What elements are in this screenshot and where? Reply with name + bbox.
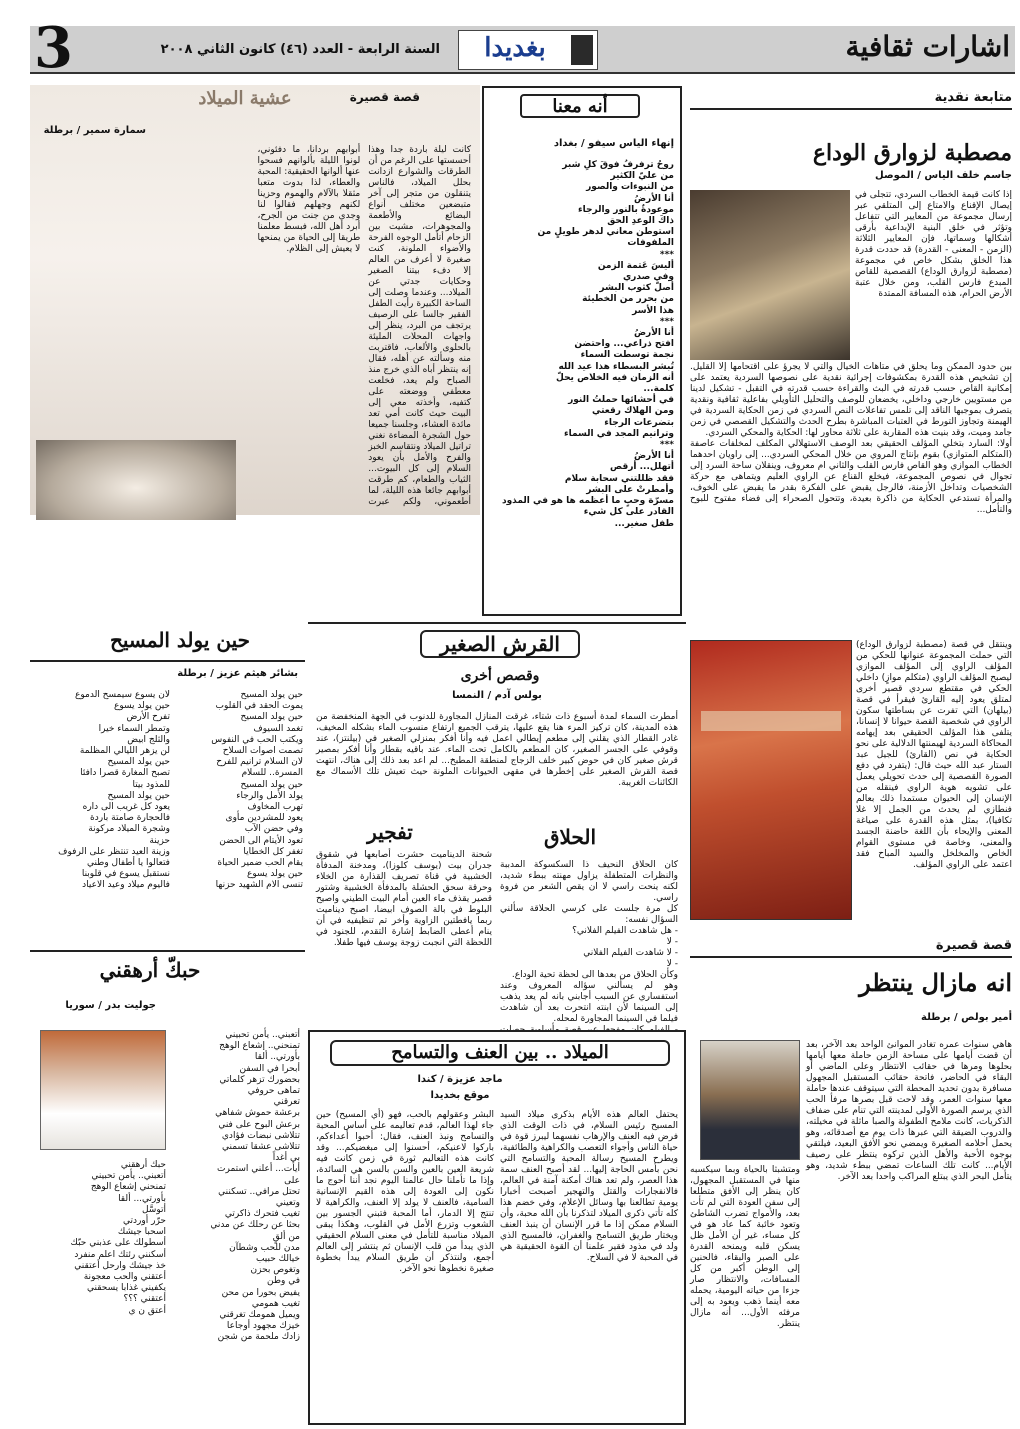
book-cover-title (701, 711, 841, 731)
evening-kicker: قصة قصيرة (349, 90, 420, 104)
story-kicker: قصة قصيرة (935, 938, 1012, 953)
evening-body: كانت ليلة باردة جدا وهذا أحسستها على الرغم من أن الطرقات والشوارع ازدانت بحلل الميلاد، فالناس يتنقلون من متجر إلى آخر متبضعين مختلف أنواع البضائع والأطعمة والمجوهرات، مشيت بين الزحام أتأمل الوجوه الفرحة والأضواء الملونة، كنت صغيرة لا أعرف من العالم إلا دفء بيتنا الصغير وحكايات جدتي عن الميلاد... وعندما وصلت إلى الساحة الكبيرة رأيت الطفل الفقير جالسا على الرصيف يرتجف من البرد، ينظر إلى واجهات المحلات المليئة بالحلوى والألعاب، فاقتربت منه وسألته عن أهله، فقال إنه ينتظر أباه الذي خرج منذ الصباح ولم يعد، فخلعت معطفي ووضعته على كتفيه، وأخذته معي إلى البيت حيث كانت أمي تعد مائدة العشاء، وجلسنا جميعا حول الشجرة المضاءة نغني تراتيل الميلاد ونتقاسم الخبز والفرح والأمل بأن يعود السلام إلى كل البيوت... الثياب والطعام، كم طرقت أبوابهم جائعا هذه الليلة، لما أطعموني، ولكم عبرت أبوابهم بردانا، ما دفئوني، لونوا الليلة بألوانهم فسحوا عنها ألوانها الحقيقية: المحبة والعطاء، لذا بدوت متعبا مثقلا بالآلام والهموم وحزينا لكنهم وجهلهم فقالوا لنا وجدي من جنت من الجرح، أبرد أهل الله، فبسط معلمنا طريقا إلى الحياة من يمنحها لا يعيش إلى الظلام. (257, 145, 471, 507)
logo-emblem (571, 35, 593, 65)
divider (690, 108, 1012, 110)
divider (30, 660, 305, 662)
critique-body-intro: إذا كانت قيمة الخطاب السردي، تتجلى في إيصال الإقناع والامتاع إلى المتلقي عبر إرسال مجموعة من المعايير التي تتفاعل وتؤثر في خلق البنية الإبداعية بأرقى أشكالها وسماتها، فإن المعايير الثلاثة (الزمن - المعنى - القدرة) قد حددت قدرة هذا الخلق بشكل خاص في مجموعة (مصطبة لزوارق الوداع) القصصية للقاص المبدع فارس القلب، ومن خلال عتبة الأرض الحرام، هذه المسافة الممتدة (855, 190, 1012, 299)
issue-info: السنة الرابعة - العدد (٤٦) كانون الثاني ٢٠٠٨ (160, 42, 440, 57)
evening-title: عشية الميلاد (198, 88, 292, 109)
love-col-right: أتعبني.. يأمن تحبيني تمنحني.. إشعاع الوهج بأورتي.. ألقا أبحرا في السفن بحضورك تزهر كلماتي تماهى حروفي تعرقني برعشة حموش شفاهي برعش البوح على فني تتلاشى نبضات فؤادي تتلاشى عشقا تسمني بي أغداً أيأت... أعلني استمرت على تحتل مرافي.. تسكنني وتعيني تغيب فتحرك ذاكرتي بحثا عن رحلك عن مدني من ألقٍ مدن للحب وشطآن خيالك حبيب وتغوص بحزن في وطن يفيض بحورا من محن تغيب همومي ويميل همومك تغرقني خيزك مجهود أوجاعا زادك ملحمة من شجن (210, 1030, 300, 1343)
tolerance-site: موقع بخديدا (430, 1090, 490, 1101)
section-title: اشارات ثقافية (845, 30, 1010, 63)
barber-body: كان الحلاق النحيف ذا السكسوكة المدببة والنظرات المتطفلة يزاول مهنته ببطء شديد، لكنه ينحت راسي لا ان يقص الشعر من فروة راسي. كل مرة جلست على كرسي الحلاقة سألني السؤال نفسه: - هل شاهدت الفيلم الفلاني؟ - لا - لا شاهدت الفيلم الفلاني - لا وكأن الحلاق من بعدها الى لحظة تحية الوداع. وهو لم يسألني سؤاله المعروف وعند استفساري عن السبب أجابني بانه لم يعد يذهب إلى السينما لأن ابنته انتحرت بعد أن شاهدت فيلما في السينما المجاورة لمحله. (500, 860, 678, 1024)
christ-born-author: بشائر هيثم عزيز / برطلة (177, 668, 298, 679)
christ-born-title: حين يولد المسيح (109, 628, 251, 652)
christ-born-col-left: لان يسوع سيمسح الدموع حين يولد يسوع تفرح الأرض وتمطر السماء خيرا والثلج ابيض لن يزهر الليالي المظلمة حين يولد المسيح تصبح المغارة قصرا دافئا للمذود بيتا حين يولد المسيح يعود كل غريب الى داره فالحجارة صامتة باردة وشجرة الميلاد مركونة حزينة وزينة العيد تنتظر على الرفوف فتعالوا يا أطفال وطني نستقبل يسوع في قلوبنا فاليوم ميلاد وعيد الاعياد (58, 690, 170, 891)
love-title: حبكّ أرهقني (99, 958, 201, 982)
tolerance-title: الميلاد .. بين العنف والتسامح (330, 1040, 670, 1066)
author-photo (700, 1040, 800, 1160)
critique-author: جاسم خلف الياس / الموصل (875, 170, 1012, 181)
poem-author: إنهاء الياس سيفو / بغداد (553, 138, 674, 149)
story-author: أمير بولص / برطلة (921, 1012, 1012, 1023)
explosion-title: تفجير (367, 820, 413, 844)
story-body-right: هاهي سنوات عمره تغادر الموانئ الواحد بعد الآخر، بعد أن قضت أيامها على مساحة الزمن حاملة معها أيامها بحلوها ومرها في حقائب الانتظار وعلى الماضي أو البقاء في الحاضر، فاتحة حقائب المستقبل المجهول مسافرة بدون تحديد المحطة التي سيتوقف عندها حاملة معها سنوات العمر، وقد لاحت قبل بصرها مرفأ الحب الذي يرسم الصورة الأولى لمدينته التي تنام على ضفاف الذكريات، كانت ملامح الطفولة والصبا ماثلة في مخيلته، والدروب الضيقة التي عبرها ذات يوم مع أصدقائه، وهو يحمل أحلامه الصغيرة ويمضي نحو الأفق البعيد، فيلتقي بوجوه الأحبة والأهل الذين تركوه ينتظر على رصيف الأيام... كانت تلك الساعات تمضي ببطء شديد، وهو يتأمل البحر الذي يبتلع المراكب واحدا بعد الآخر. (806, 1040, 1012, 1182)
logo-text: بغديدا (484, 33, 546, 63)
critique-title: مصطبة لزوارق الوداع (812, 140, 1012, 166)
christ-born-col-right: حين يولد المسيح يموت الحقد في القلوب حين يولد المسيح تغمد السيوف ويكتب الحب في النفوس تصمت اصوات السلاح لان السلام ترانيم للفرح المسرة.. للسلام حين يولد المسيح يولد الأمل والرجاء تهرب المخاوف يعود للمشردين مأوى وفي حضن الآب تعود الأيتام الى الحضن تغفر كل الخطايا يقام الحب ضمير الحياة حين يولد يسوع تنسى الام الشهيد حزنها (211, 690, 303, 891)
shark-subtitle: وقصص أخرى (460, 668, 540, 684)
poem-body: روحُ ترفرفُ فوقَ كلِ شبر من عليّ الكثير من النبوءات والصور أنا الأرضُ موعودةٌ بالنور والرجاء ذاكَ الوعدِ الحق استوطن معاني لدهر طويلٍ من الملفوفات *** أليسَ عَتمة الزمن وفي صدري أصلّ كثوب البشر من بحرر من الخطيئة هذا الأسر *** أنا الأرضُ افتح ذراعي... واحتضن نجمة توسطت السماء تُبشر البسطاء هذا عيد الله أنه الزمان فيه الخلاص يحلّ كلمة... في أحشائها حملتُ النور ومن الهلاك رقعتي بتضرعات الرجاء وترانيم المجد في السماء *** أنا الأرضُ أتهلل... أرقص فقد ظللتني سحابة سلام وأمطرتْ على البشر مسرّة وحبٍ ما أعظمه ها هو في المذود القادر على كل شيء طفل صغير... (501, 160, 674, 529)
tolerance-author: ماجد عزيزة / كندا (417, 1074, 503, 1085)
critique-body-end: وينتقل في قصة (مصطبة لزوارق الوداع) التي حملت المجموعة عنوانها للحكي من المؤلف الراوي إلى المؤلف الموازي ليصبح المؤلف الراوي (متكلم موازٍ) داخلي الحكي في مقتطع سردي قصير أخرى لمتلق يعود إليه القارئ فيقرأ في قصة (بيلهان) التي تفرت عن بساطتها سكون الراوي في شخصية القصة حيوانا لا إنسانا، يتلفى هذا المؤلف الحقيقي بعد إيهامه المحاكاة السردية لهيمنتها الدلالية على نحو الحكاية في نص (القارئ) للجيل عبد الستار عبد الله حيث قال: (يتفرد في دفع الصورة القصصية إلى حدث تحويلي يعمل على تشويه هوية الراوي فينقله من الإنسان إلى الحيوان مستمدا ذلك بعالم فنطازي لم يحدث من الجمل إلا غلا تكافيا)، بمثل هذه القدرة على صياغة المعنى والإيحاء بأن اللغة حاضنة الجسد والمعنى، وخاصة في مستوى القوام الخاص والمخلخل والسيد المباح فقد اعتمد على الراوي المؤلف. (856, 640, 1012, 870)
shark-author: بولس آدم / النمسا (452, 690, 542, 701)
shark-title: القرش الصغير (420, 630, 580, 658)
love-col-left: حبك أرهقني أتعبني.. يأمن تحبيني تمنحني إشعاع الوهج بأورتي... ألقا أتوسَّل حرّر أوردتي اسحبا جيشك أسطولك على عذبني حبّك أسكنني رئتك اعلم منفرد خذ جيشك وارحل أعتقني أعتقني والحب معجونة يكفيني غذابا يسحقني أعتقني ؟؟؟ أعتق ن ي (70, 1160, 166, 1316)
tolerance-col-left: البشر وعقولهم بالحب، فهو (أي المسيح) حين جاء لهذا العالم، قدم تعاليمه على أساس المحبة والتسامح ونبذ العنف، فقال: أحبوا أعداءكم، باركوا لاعنيكم، أحسنوا إلى مبغضيكم... وقد كانت هذه التعاليم ثورة في زمن كانت فيه شريعة العين بالعين والسن بالسن هي السائدة، وإذا ما تأملنا حال عالمنا اليوم نجد أننا أحوج ما نكون إلى العودة إلى هذه القيم الإنسانية السامية، فالعنف لا يولد إلا العنف، والكراهية لا تنتج إلا الدمار، أما المحبة فتبني الجسور بين الشعوب وتزرع الأمل في القلوب، وهكذا يبقى الميلاد مناسبة للتأمل في معنى السلام الحقيقي الذي يبدأ من قلب الإنسان ثم ينتشر إلى العالم أجمع، ولنتذكر أن طريق السلام يبدأ بخطوة صغيرة نخطوها نحو الآخر. (316, 1110, 494, 1274)
critique-photo (690, 190, 850, 360)
explosion-body: شحنة الديناميت حشرت أصابعها في شقوق جدران بيت (يوسف كلوزا)، ومدخنة المدفأة الخشبية في قناة تصريف القذارة من الخلاء وحرقة سحق الحشلة بالمدفأة الخشبية وشتور قصير يقذف ماء العين أمام البيت الطيني واصيح البلوط في بالة الصوف ابيضا، اصبح ديناميت ربما يافطتين الزاوية وأخر تم تنظيفيه في أن ينام أعطى الضابط إشارة التقدم، للجنود في اللحظة التي انجبت زوجة يوسف فيها طفلا. (316, 850, 492, 948)
poem-title: أنه معنا (520, 94, 640, 118)
divider (690, 956, 1012, 958)
tolerance-col-right: يحتفل العالم هذه الأيام بذكرى ميلاد السيد المسيح رئيس السلام، في ذات الوقت الذي فرض فيه العنف والإرهاب نفسهما ليبرز قوة في حياة الناس وأجواء التعصب والكراهية والطائفية، ويطرح المسيح رسالة المحبة والتسامح التي نحن بأمس الحاجة إليها... لقد أصبح العنف سمة هذا العصر، ولم تعد هناك أمكنة آمنة في العالم، فالانفجارات والقتل والتهجير أصبحت أخبارا يومية تطالعنا بها وسائل الإعلام، وفي خضم هذا كله تأتي ذكرى الميلاد لتذكرنا بأن الله محبة، وأن السلام ممكن إذا ما قرر الإنسان أن ينبذ العنف ويختار طريق التسامح والغفران، فالمسيح الذي ولد في مذود فقير علمنا أن القوة الحقيقية هي في المحبة لا في السلاح. (500, 1110, 678, 1263)
love-author: جوليت بدر / سوريا (65, 1000, 156, 1011)
critique-body-main: بين حدود الممكن وما يحلق في متاهات الخيال والتي لا يجرؤ على اقتحامها إلا القليل. إن تشخيص هذه القدرة بمكشوفات إجرائية نقدية على نصوصها السردية يعتمد على إمكانية القاص حسب قدرته في البث والقراءة حسب قدرته في التقبل - تشكيل لدينا من مستويين خارجي وداخلي، يخضعان للوصف والتحليل التأويلي بفاعلية ثقافية ونقدية يتصرف بموجبها الناقد إلى تلمس تفاعلات النص السردي في زمن الحكاية السردية في الهيمنة وتجاوز التورط في العتبات المباشرة بطرح الحدث والتشكيل القصصي في زمن جامد وميت، وقد بنيت هذه المقاربة على ثلاثة محاور لها: الحكاية والمحكي السردي. أولا: السارد بتخلي المؤلف الحقيقي بعد الوصف الاستهلالي المكلف لمخلفات عاصفة (المتكلم المتوازي) بقوم بإنتاج المروي من خلال المحكي السردي... إلى راويان احدهما الخطاب الموازي وهو القاص فارس القلب والثاني ام معروف، وينقلان ساحة السرد إلى تجوال في نصوص المجموعة، فيخلع القناع عن الراوي العليم ويتماهى مع حركة الشخصيات وتداخل الأزمنة، فالرجل يقبض على الفكرة بقدر ما يقبض على الخوف، والمرأة تستدعي الحكاية من ذاكرة بعيدة، وتتحول الصحراء إلى فضاء مفتوح للبوح والتأمل... (690, 362, 1012, 515)
divider (30, 950, 305, 952)
critique-kicker: متابعة نقدية (934, 90, 1012, 105)
story-title: انه مازال ينتظر (859, 968, 1012, 997)
newspaper-logo (458, 30, 598, 70)
shark-intro: أمطرت السماء لمدة أسبوع ذات شتاء، غرقت المنازل المجاورة للدنوب في الجهة المنخفضة من هذه المدينة، كان تركيز المرء هنا يقع عليها، يترقب الجميع ارتفاع منسوب الماء بشكله المخيف، غادر القطار الذي يقلني إلى مطعم إيطالي اعمل فيه وأنا أفكر بمنزلي الصغير في (بيلنتز)، عند وقوفي على الجسر الصغير، كان المطعم بالكامل تحت الماء. عند باقيه بقطار وأنا أفكر بمصير قرش صغير كان في حوض كبير خلف الزجاج لمنطقة المطبخ... لم اعد بعد ذلك إلى هناك، انتهت قصة القرش الصغير على إخطرها في مقهى الحيوانات الملونة حيث تعيش تلك الأسماك مع الكائنات الغريبة. (316, 712, 678, 788)
barber-title: الحلاق (543, 825, 596, 849)
page-number: 3 (34, 15, 73, 81)
evening-author: سمارة سمير / برطلة (43, 125, 146, 136)
story-body-left: ومتشبثا بالحياة وبما سيكسبه منها في المستقبل المجهول، كان ينظر إلى الأفق متطلعا إلى سفن العودة التي لم تأت بعد، والأمواج تضرب الشاطئ وتعود خائبة كما عاد هو في كل مساء، غير أن الأمل ظل يسكن قلبه ويمنحه القدرة على الصبر والبقاء، فالحنين إلى الوطن أكبر من كل المسافات، والانتظار صار جزءا من حياته اليومية، يحمله معه أينما ذهب ويعود به إلى مرفئه الأول... أنه مازال ينتظر. (690, 1165, 800, 1329)
poet-photo (40, 1030, 166, 1150)
book-cover (690, 640, 852, 920)
divider (308, 622, 686, 624)
